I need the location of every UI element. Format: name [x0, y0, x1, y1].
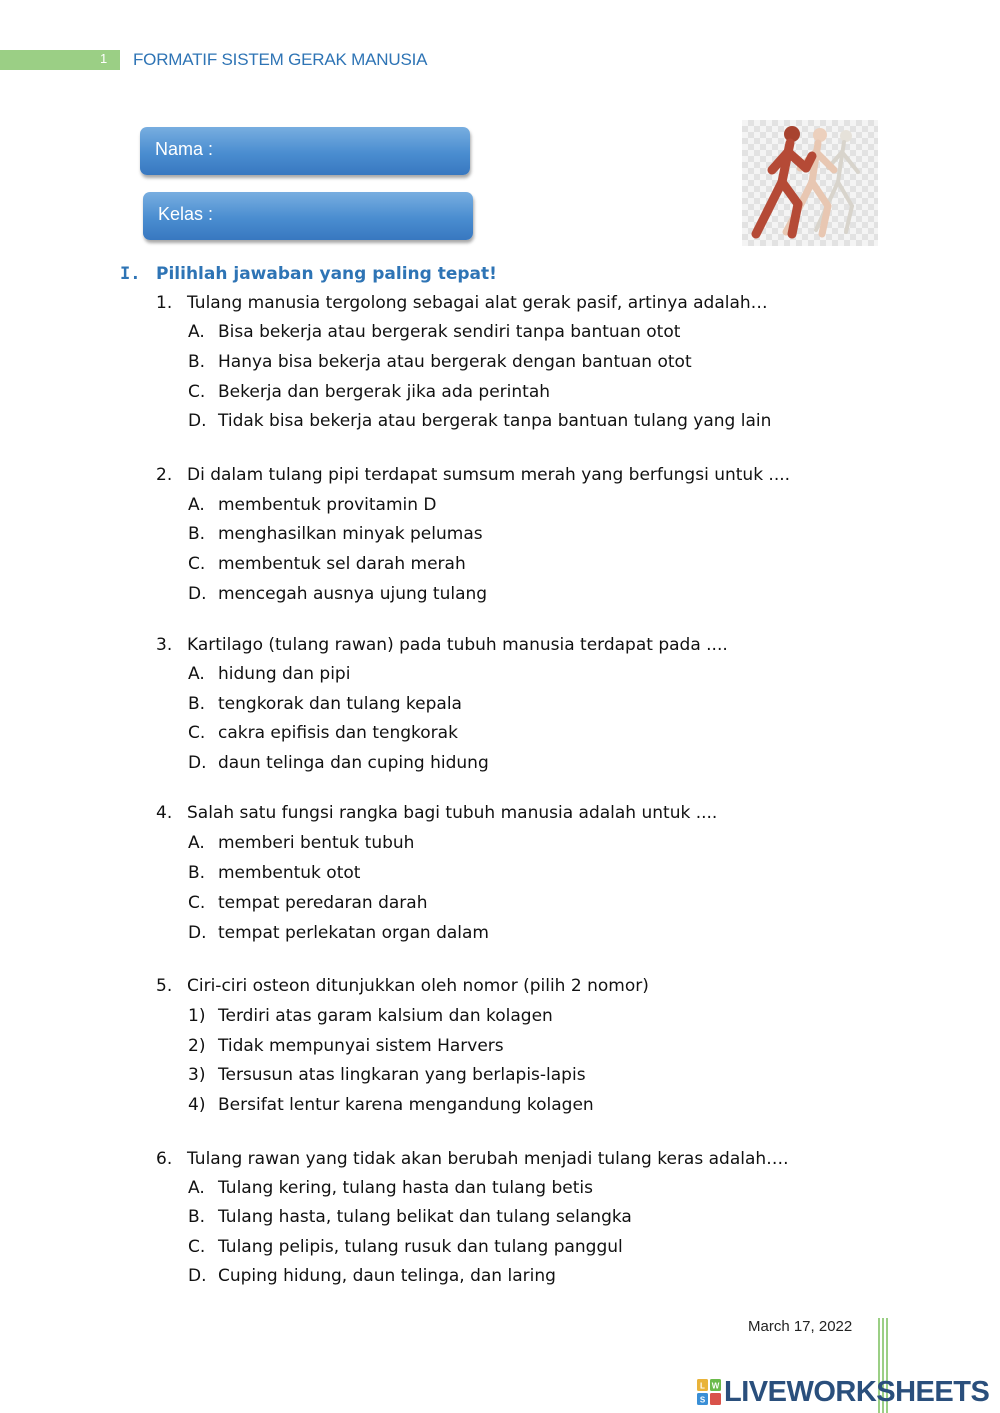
question-5: 5. Ciri-ciri osteon ditunjukkan oleh nomor (pilih 2 nomor)	[156, 976, 649, 996]
option[interactable]: A. Tulang kering, tulang hasta dan tulang betis	[188, 1178, 593, 1198]
running-figures-illustration	[742, 120, 878, 246]
kelas-field[interactable]	[143, 192, 473, 240]
question-text: Salah satu fungsi rangka bagi tubuh manusia adalah untuk ....	[187, 803, 718, 823]
section-title: Pilihlah jawaban yang paling tepat!	[156, 264, 497, 284]
option[interactable]: B. Tulang hasta, tulang belikat dan tulang selangka	[188, 1207, 632, 1227]
section-heading	[120, 264, 497, 284]
question-text: Di dalam tulang pipi terdapat sumsum merah yang berfungsi untuk ....	[187, 465, 791, 485]
nama-field[interactable]	[140, 127, 470, 175]
question-text: Ciri-ciri osteon ditunjukkan oleh nomor (pilih 2 nomor)	[187, 976, 649, 996]
page-number: 1	[100, 51, 108, 66]
question-2: 2. Di dalam tulang pipi terdapat sumsum merah yang berfungsi untuk ....	[156, 465, 791, 485]
option[interactable]: A. hidung dan pipi	[188, 664, 351, 684]
option[interactable]: A. memberi bentuk tubuh	[188, 833, 415, 853]
nama-label: Nama :	[155, 139, 214, 159]
option[interactable]: B. membentuk otot	[188, 863, 361, 883]
svg-text:L: L	[700, 1381, 705, 1391]
liveworksheets-icon	[697, 1379, 721, 1405]
svg-text:S: S	[699, 1395, 706, 1405]
option[interactable]: B. menghasilkan minyak pelumas	[188, 524, 483, 544]
option[interactable]: B. Hanya bisa bekerja atau bergerak dengan bantuan otot	[188, 352, 692, 372]
question-text: Kartilago (tulang rawan) pada tubuh manusia terdapat pada ....	[187, 635, 728, 655]
option[interactable]: C. Tulang pelipis, tulang rusuk dan tulang panggul	[188, 1237, 623, 1257]
muscle-figure	[756, 126, 812, 234]
option[interactable]: C. tempat peredaran darah	[188, 893, 428, 913]
option[interactable]: D. Tidak bisa bekerja atau bergerak tanpa bantuan tulang yang lain	[188, 411, 772, 431]
option[interactable]: B. tengkorak dan tulang kepala	[188, 694, 462, 714]
option[interactable]: C. Bekerja dan bergerak jika ada perintah	[188, 382, 551, 402]
option[interactable]: D. tempat perlekatan organ dalam	[188, 923, 489, 943]
footer-date: March 17, 2022	[748, 1318, 853, 1335]
option[interactable]: 1) Terdiri atas garam kalsium dan kolagen	[188, 1006, 553, 1026]
option[interactable]: 2) Tidak mempunyai sistem Harvers	[188, 1036, 504, 1056]
option[interactable]: 4) Bersifat lentur karena mengandung kolagen	[188, 1095, 594, 1115]
option[interactable]: A. membentuk provitamin D	[188, 495, 437, 515]
question-text: Tulang rawan yang tidak akan berubah menjadi tulang keras adalah….	[187, 1149, 789, 1169]
kelas-label: Kelas :	[158, 204, 214, 224]
section-roman-numeral: I.	[120, 264, 141, 284]
liveworksheets-logo[interactable]	[697, 1376, 989, 1408]
option[interactable]: C. cakra epifisis dan tengkorak	[188, 723, 458, 743]
question-text: Tulang manusia tergolong sebagai alat gerak pasif, artinya adalah…	[187, 293, 768, 313]
anatomy-runner-image	[742, 120, 878, 246]
option[interactable]: D. Cuping hidung, daun telinga, dan laring	[188, 1266, 556, 1286]
option[interactable]: 3) Tersusun atas lingkaran yang berlapis-lapis	[188, 1065, 586, 1085]
question-4: 4. Salah satu fungsi rangka bagi tubuh manusia adalah untuk ....	[156, 803, 718, 823]
question-3: 3. Kartilago (tulang rawan) pada tubuh manusia terdapat pada ....	[156, 635, 728, 655]
option[interactable]: A. Bisa bekerja atau bergerak sendiri tanpa bantuan otot	[188, 322, 681, 342]
option[interactable]: D. daun telinga dan cuping hidung	[188, 753, 489, 773]
question-6: 6. Tulang rawan yang tidak akan berubah menjadi tulang keras adalah….	[156, 1149, 789, 1169]
liveworksheets-wordmark: LIVEWORKSHEETS	[724, 1375, 990, 1408]
option[interactable]: C. membentuk sel darah merah	[188, 554, 466, 574]
question-1: 1. Tulang manusia tergolong sebagai alat gerak pasif, artinya adalah…	[156, 293, 768, 313]
document-title: FORMATIF SISTEM GERAK MANUSIA	[133, 50, 428, 69]
option[interactable]: D. mencegah ausnya ujung tulang	[188, 584, 488, 604]
svg-text:W: W	[711, 1381, 720, 1391]
